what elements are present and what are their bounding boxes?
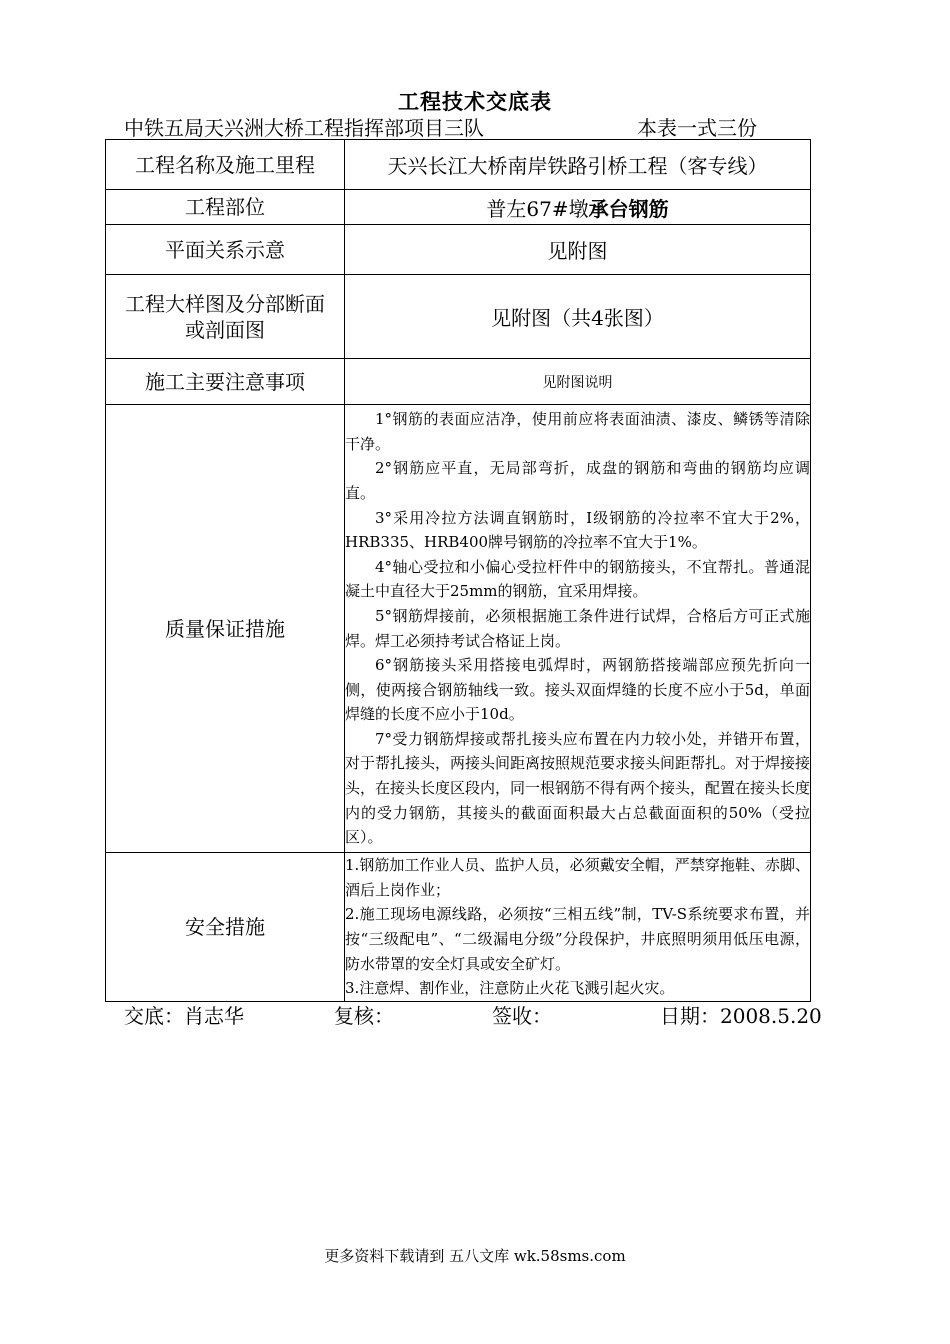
signature-line xyxy=(0,1000,950,1030)
project-name-label: 工程名称及施工里程 xyxy=(106,140,345,190)
safety-measures xyxy=(345,853,811,1002)
project-part-component: 承台钢筋 xyxy=(588,196,669,221)
safety-item: 3.注意焊、割作业，注意防止火花飞溅引起火灾。 xyxy=(345,979,675,998)
row-construction-notes xyxy=(106,359,811,405)
plan-relation-value: 见附图 xyxy=(345,225,811,275)
row-project-part xyxy=(106,190,811,225)
receive-signature: 签收： xyxy=(492,1004,552,1028)
row-quality xyxy=(106,405,811,853)
row-safety xyxy=(106,853,811,1002)
project-part-location: 普左67#墩 xyxy=(486,196,589,221)
quality-item: 1°钢筋的表面应洁净，使用前应将表面油渍、漆皮、鳞锈等清除干净。 xyxy=(345,410,810,453)
document-title: 工程技术交底表 xyxy=(398,89,552,114)
project-part-label: 工程部位 xyxy=(106,190,345,225)
row-project-name xyxy=(106,140,811,190)
row-plan-relation xyxy=(106,225,811,275)
safety-item: 2.施工现场电源线路，必须按“三相五线”制，TV-S系统要求布置，并按“三级配电”、“二级漏电分级”分段保护，井底照明须用低压电源，防水带罩的安全灯具或安全矿灯。 xyxy=(345,905,810,973)
quality-item: 3°采用冷拉方法调直钢筋时，Ⅰ级钢筋的冷拉率不宜大于2%，HRB335、HRB400牌号钢筋的冷拉率不宜大于1%。 xyxy=(345,508,810,552)
quality-item: 5°钢筋焊接前，必须根据施工条件进行试焊，合格后方可正式施焊。焊工必须持考试合格证上岗。 xyxy=(345,606,810,650)
quality-item: 4°轴心受拉和小偏心受拉杆件中的钢筋接头，不宜帮扎。普通混凝土中直径大于25mm的钢筋，宜采用焊接。 xyxy=(345,557,810,601)
plan-relation-label: 平面关系示意 xyxy=(106,225,345,275)
quality-item: 6°钢筋接头采用搭接电弧焊时，两钢筋搭接端部应预先折向一侧，使两接合钢筋轴线一致。接头双面焊缝的长度不应小于5d，单面焊缝的长度不应小于10d。 xyxy=(345,656,810,724)
technical-briefing-table xyxy=(105,139,811,1002)
detail-drawings-label: 工程大样图及分部断面或剖面图 xyxy=(106,275,345,359)
quality-item: 7°受力钢筋焊接或帮扎接头应布置在内力较小处，并错开布置，对于帮扎接头，两接头间距离按照规范要求接头间距帮扎。对于焊接接头，在接头长度区段内，同一根钢筋不得有两个接头，配置在接头长度内的受力钢筋，其接头的截面面积最大占总截面面积的50%（受拉区）。 xyxy=(345,729,811,847)
handover-signature: 交底：肖志华 xyxy=(124,1004,244,1028)
subheader xyxy=(0,112,950,140)
date-field: 日期：2008.5.20 xyxy=(660,1004,822,1028)
safety-item: 1.钢筋加工作业人员、监护人员，必须戴安全帽，严禁穿拖鞋、赤脚、酒后上岗作业； xyxy=(345,856,810,899)
construction-notes-value: 见附图说明 xyxy=(345,359,811,405)
quality-item: 2°钢筋应平直，无局部弯折，成盘的钢筋和弯曲的钢筋均应调直。 xyxy=(345,459,810,502)
review-signature: 复核： xyxy=(334,1004,394,1028)
detail-drawings-value: 见附图（共4张图） xyxy=(345,275,811,359)
quality-measures xyxy=(345,405,811,853)
row-detail-drawings xyxy=(106,275,811,359)
safety-label: 安全措施 xyxy=(106,853,345,1002)
copies-note: 本表一式三份 xyxy=(637,116,757,140)
quality-label: 质量保证措施 xyxy=(106,405,345,853)
download-footer: 更多资料下载请到 五八文库 wk.58sms.com xyxy=(324,1247,626,1265)
organization-name: 中铁五局天兴洲大桥工程指挥部项目三队 xyxy=(124,116,484,140)
project-part-value xyxy=(345,190,811,225)
construction-notes-label: 施工主要注意事项 xyxy=(106,359,345,405)
project-name-value: 天兴长江大桥南岸铁路引桥工程（客专线） xyxy=(345,140,811,190)
